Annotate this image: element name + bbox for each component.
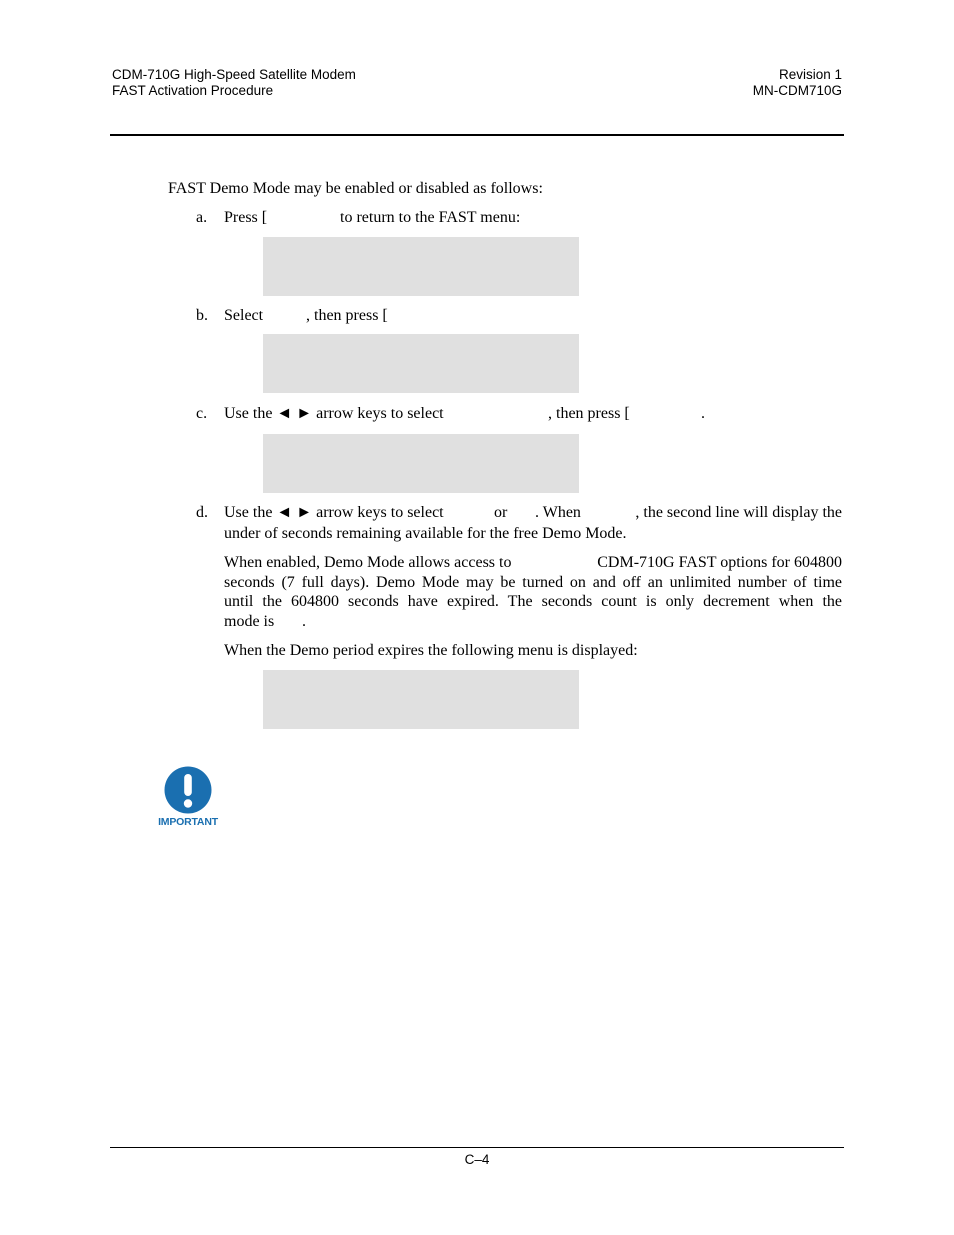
lcd-display-fast-menu xyxy=(263,237,579,296)
step-d-para2-line4-part2: . xyxy=(302,613,306,630)
step-d-line2: under of seconds remaining available for the free Demo Mode. xyxy=(224,525,627,542)
lcd-display-demo-expired xyxy=(263,670,579,729)
step-b-text-after: , then press [ xyxy=(306,307,388,324)
step-c-text-end: . xyxy=(701,405,705,422)
step-a-text-after: to return to the FAST menu: xyxy=(340,209,521,226)
step-d-para3: When the Demo period expires the following menu is displayed: xyxy=(224,642,638,659)
lcd-display-select xyxy=(263,334,579,393)
header-revision: Revision 1 xyxy=(778,67,842,82)
header-title: CDM-710G High-Speed Satellite Modem xyxy=(112,67,356,82)
step-c-text-before: Use the ◄ ► arrow keys to select xyxy=(224,405,444,422)
header-subtitle: FAST Activation Procedure xyxy=(112,83,274,98)
step-d-line1-part4: , the second line will display the xyxy=(635,504,842,521)
step-d-marker: d. xyxy=(196,504,208,521)
step-b-text-before: Select xyxy=(224,307,264,324)
important-icon xyxy=(156,766,222,830)
page-number: C–4 xyxy=(464,1152,490,1167)
step-b-marker: b. xyxy=(196,307,208,324)
step-c-marker: c. xyxy=(196,405,208,422)
step-c-text-mid: , then press [ xyxy=(548,405,630,422)
step-d-para2-line4-part1: mode is xyxy=(224,613,275,630)
lcd-display-demo-mode xyxy=(263,434,579,493)
header-rule xyxy=(110,134,844,136)
important-label: IMPORTANT xyxy=(158,816,218,828)
intro-text: FAST Demo Mode may be enabled or disabled as follows: xyxy=(168,180,543,197)
exclamation-circle-icon xyxy=(156,766,220,818)
step-d-para2-line3: until the 604800 seconds have expired. The seconds count is only decrement when the xyxy=(224,593,842,610)
step-d-para2-line2: seconds (7 full days). Demo Mode may be turned on and off an unlimited number of time xyxy=(224,574,842,591)
step-d-line1-part3: . When xyxy=(535,504,581,521)
step-d-para2-line1-part1: When enabled, Demo Mode allows access to xyxy=(224,554,512,571)
step-a-marker: a. xyxy=(196,209,208,226)
step-d-para2-line1-part2: CDM-710G FAST options for 604800 xyxy=(597,554,842,571)
step-d-line1-part1: Use the ◄ ► arrow keys to select xyxy=(224,504,444,521)
footer-rule xyxy=(110,1147,844,1148)
step-a-text-before: Press [ xyxy=(224,209,268,226)
header-doc-number: MN-CDM710G xyxy=(752,83,842,98)
step-d-line1-part2: or xyxy=(494,504,508,521)
